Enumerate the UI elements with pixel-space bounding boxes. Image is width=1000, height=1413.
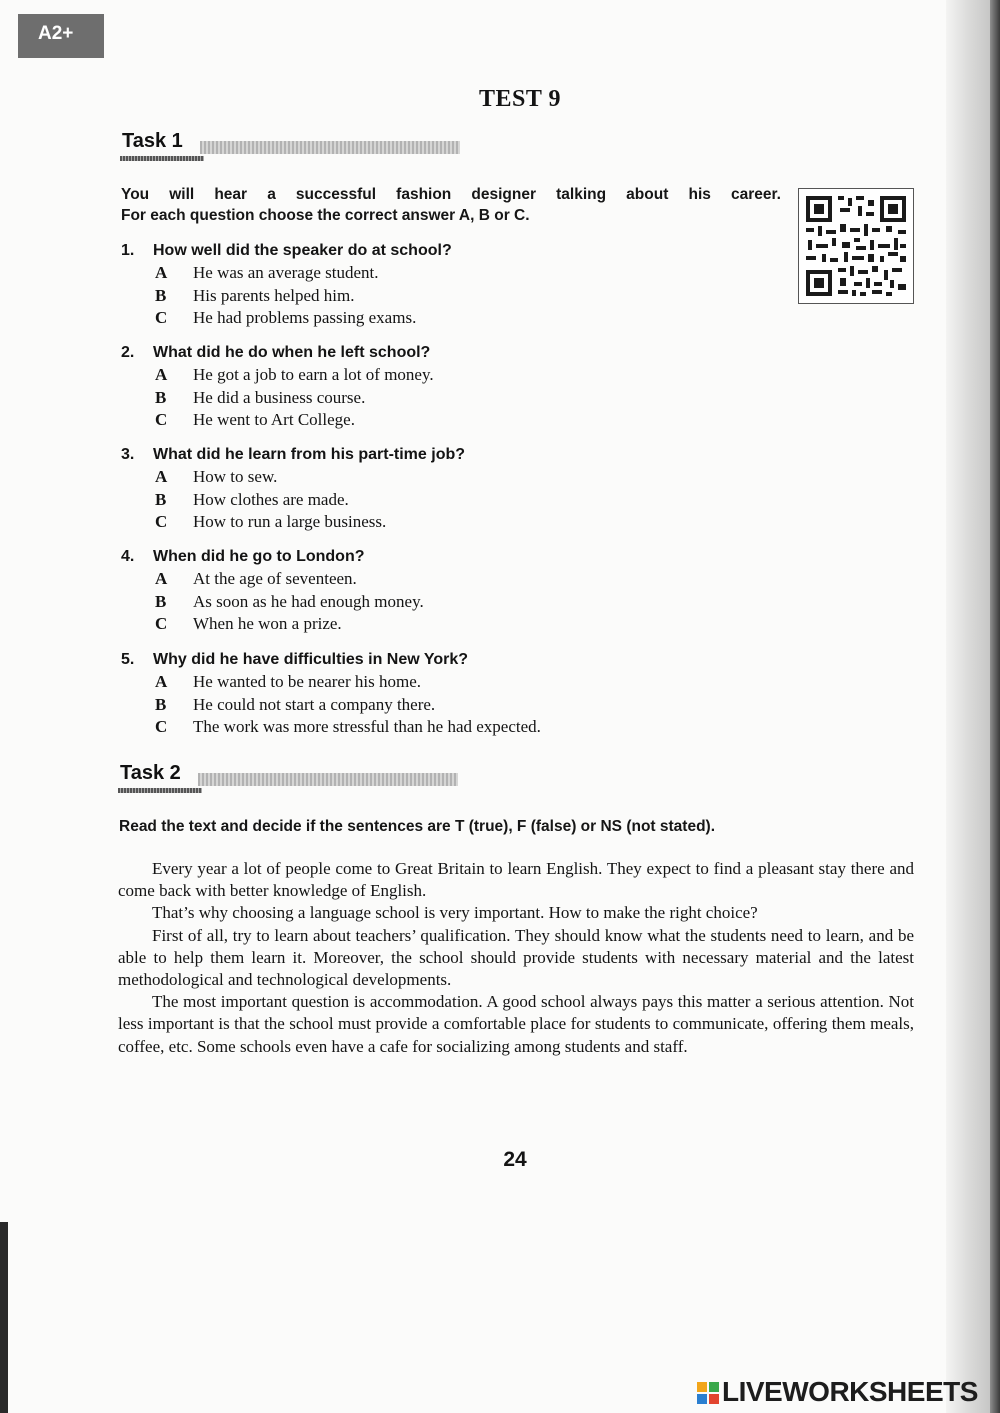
test-title: TEST 9 xyxy=(479,86,561,112)
question-1-option-b[interactable] xyxy=(121,285,781,308)
qr-code-graphic xyxy=(799,189,913,303)
option-letter: C xyxy=(155,614,168,633)
option-text: How clothes are made. xyxy=(193,489,349,509)
question-2-option-a[interactable] xyxy=(121,364,781,387)
scan-corner-mark xyxy=(0,1222,8,1413)
option-letter: C xyxy=(155,308,168,327)
option-text: He could not start a company there. xyxy=(193,694,436,714)
option-text: He had problems passing exams. xyxy=(193,308,417,327)
option-letter: A xyxy=(155,569,168,588)
question-4-option-a[interactable] xyxy=(121,568,781,591)
option-letter: A xyxy=(155,263,168,282)
question-5-stem xyxy=(121,649,781,671)
question-3-stem xyxy=(121,444,781,466)
task2-header-underline xyxy=(118,788,202,793)
question-3 xyxy=(121,444,781,534)
option-letter: A xyxy=(155,467,168,486)
scan-border xyxy=(990,0,1000,1413)
option-letter: A xyxy=(155,365,168,384)
passage-paragraph-3: First of all, try to learn about teachers’ qualification. They should know what the students need to learn, and be able to help them learn it. Moreover, the school should provide students with necessary material and the latest methodological and technological developments. xyxy=(118,925,914,990)
question-5-option-c[interactable] xyxy=(121,716,781,739)
option-text: He went to Art College. xyxy=(193,410,355,429)
question-4-text: When did he go to London? xyxy=(153,548,365,565)
question-1-number: 1. xyxy=(121,242,135,259)
option-letter: B xyxy=(155,591,167,611)
task2-header xyxy=(118,762,458,796)
qr-code[interactable] xyxy=(798,188,914,304)
question-4-stem xyxy=(121,546,781,568)
option-text: How to sew. xyxy=(193,467,278,486)
question-5 xyxy=(121,649,781,739)
question-1-option-a[interactable] xyxy=(121,262,781,285)
passage-paragraph-1: Every year a lot of people come to Great Britain to learn English. They expect to find a pleasant stay there and come back with better knowledge of English. xyxy=(118,859,914,901)
task1-header xyxy=(120,130,460,164)
question-2-text: What did he do when he left school? xyxy=(153,344,431,361)
watermark-text: LIVEWORKSHEETS xyxy=(722,1376,978,1407)
passage-paragraph-4: The most important question is accommodation. A good school always pays this matter a serious attention. Not less important is that the school must provide a comfortable place for students to communicate, offering them meals, coffee, etc. Some schools even have a cafe for socializing among students and staff. xyxy=(118,992,914,1056)
question-1-option-c[interactable] xyxy=(121,307,781,330)
question-5-option-a[interactable] xyxy=(121,671,781,694)
option-text: He wanted to be nearer his home. xyxy=(193,672,421,691)
option-text: He was an average student. xyxy=(193,263,379,282)
option-text: How to run a large business. xyxy=(193,512,387,531)
question-3-option-b[interactable] xyxy=(121,489,781,512)
question-2 xyxy=(121,342,781,432)
question-4 xyxy=(121,546,781,636)
question-5-option-b[interactable] xyxy=(121,694,781,717)
task1-instruction-line1: You will hear a successful fashion designer talking about his career. xyxy=(121,186,781,203)
task2-label: Task 2 xyxy=(120,762,181,784)
task2-instruction: Read the text and decide if the sentences are T (true), F (false) or NS (not stated). xyxy=(119,818,716,835)
question-4-number: 4. xyxy=(121,548,135,565)
question-2-option-c[interactable] xyxy=(121,409,781,432)
reading-passage xyxy=(118,858,914,1058)
liveworksheets-logo-icon xyxy=(696,1381,720,1405)
option-letter: B xyxy=(155,285,167,305)
level-badge: A2+ xyxy=(18,14,104,58)
passage-paragraph-2: That’s why choosing a language school is very important. How to make the right choice? xyxy=(152,903,758,923)
question-3-number: 3. xyxy=(121,446,135,463)
question-1-text: How well did the speaker do at school? xyxy=(153,242,452,259)
option-text: As soon as he had enough money. xyxy=(193,591,424,611)
question-3-option-c[interactable] xyxy=(121,511,781,534)
option-text: He got a job to earn a lot of money. xyxy=(193,365,434,384)
task1-label: Task 1 xyxy=(122,130,183,152)
question-5-number: 5. xyxy=(121,651,135,668)
liveworksheets-watermark xyxy=(696,1374,996,1410)
option-letter: B xyxy=(155,694,167,714)
task1-header-underline xyxy=(120,156,204,161)
question-4-option-c[interactable] xyxy=(121,613,781,636)
option-text: He did a business course. xyxy=(193,387,366,407)
question-5-text: Why did he have difficulties in New York? xyxy=(153,651,469,668)
option-letter: A xyxy=(155,672,168,691)
option-letter: C xyxy=(155,512,168,531)
question-4-option-b[interactable] xyxy=(121,591,781,614)
task1-instruction xyxy=(121,184,781,226)
option-letter: B xyxy=(155,387,167,407)
page-number: 24 xyxy=(503,1148,527,1171)
task2-header-bar xyxy=(198,773,458,786)
question-3-option-a[interactable] xyxy=(121,466,781,489)
option-text: The work was more stressful than he had expected. xyxy=(193,717,541,736)
question-1-stem xyxy=(121,240,781,262)
option-text: When he won a prize. xyxy=(193,614,342,633)
question-2-number: 2. xyxy=(121,344,135,361)
option-letter: B xyxy=(155,489,167,509)
question-1 xyxy=(121,240,781,330)
option-text: His parents helped him. xyxy=(193,285,355,305)
question-3-text: What did he learn from his part-time job? xyxy=(153,446,466,463)
option-letter: C xyxy=(155,410,168,429)
question-2-option-b[interactable] xyxy=(121,387,781,410)
option-text: At the age of seventeen. xyxy=(193,569,357,588)
option-letter: C xyxy=(155,717,168,736)
task1-instruction-line2: For each question choose the correct answer A, B or C. xyxy=(121,207,530,224)
question-2-stem xyxy=(121,342,781,364)
task1-header-bar xyxy=(200,141,460,154)
